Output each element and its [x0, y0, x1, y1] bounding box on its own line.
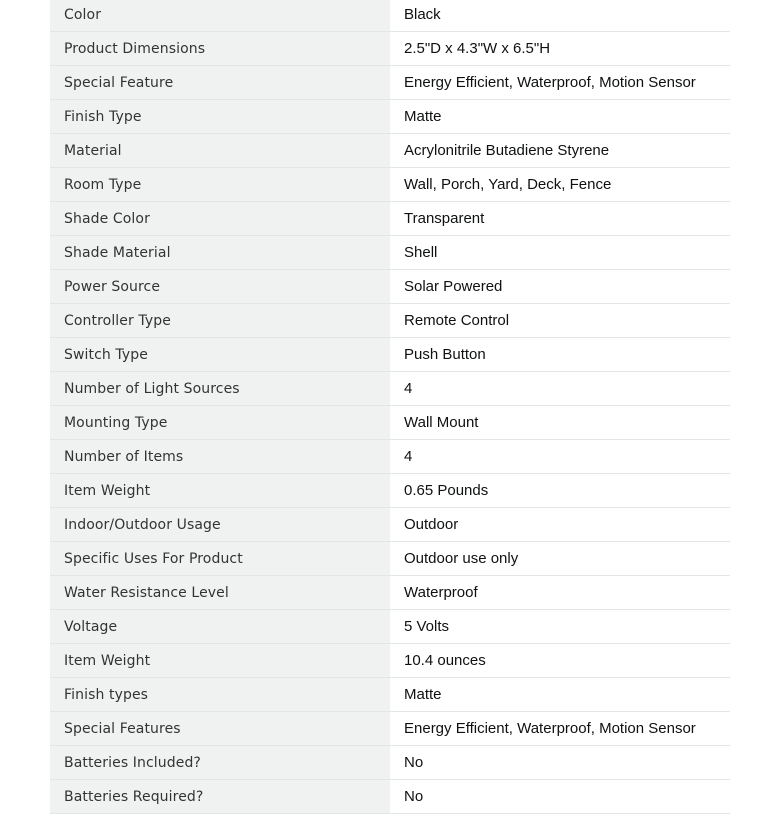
spec-row-specific-uses-for-product	[50, 542, 730, 576]
spec-row-controller-type	[50, 304, 730, 338]
spec-row-indoor-outdoor-usage	[50, 508, 730, 542]
spec-value: 4	[390, 372, 730, 406]
spec-label: Specific Uses For Product	[50, 542, 390, 576]
spec-label: Number of Items	[50, 440, 390, 474]
spec-value: Waterproof	[390, 576, 730, 610]
spec-value: No	[390, 746, 730, 780]
spec-row-switch-type	[50, 338, 730, 372]
spec-row-finish-type	[50, 100, 730, 134]
spec-label: Mounting Type	[50, 406, 390, 440]
product-specifications-table	[50, 0, 730, 814]
spec-value: Black	[390, 0, 730, 32]
spec-table-body	[50, 0, 730, 814]
spec-label: Item Weight	[50, 644, 390, 678]
spec-label: Room Type	[50, 168, 390, 202]
spec-label: Item Weight	[50, 474, 390, 508]
spec-row-item-weight-ounces	[50, 644, 730, 678]
spec-value: Wall, Porch, Yard, Deck, Fence	[390, 168, 730, 202]
spec-row-batteries-included	[50, 746, 730, 780]
spec-row-mounting-type	[50, 406, 730, 440]
spec-value: Energy Efficient, Waterproof, Motion Sensor	[390, 66, 730, 100]
spec-value: Outdoor use only	[390, 542, 730, 576]
spec-row-item-weight	[50, 474, 730, 508]
spec-label: Shade Color	[50, 202, 390, 236]
spec-label: Water Resistance Level	[50, 576, 390, 610]
spec-value: Remote Control	[390, 304, 730, 338]
spec-value: 0.65 Pounds	[390, 474, 730, 508]
spec-row-finish-types	[50, 678, 730, 712]
spec-value: 10.4 ounces	[390, 644, 730, 678]
spec-label: Product Dimensions	[50, 32, 390, 66]
spec-label: Power Source	[50, 270, 390, 304]
spec-row-room-type	[50, 168, 730, 202]
spec-row-color	[50, 0, 730, 32]
spec-value: Transparent	[390, 202, 730, 236]
spec-value: Outdoor	[390, 508, 730, 542]
spec-row-water-resistance-level	[50, 576, 730, 610]
spec-label: Color	[50, 0, 390, 32]
spec-label: Batteries Included?	[50, 746, 390, 780]
spec-value: Energy Efficient, Waterproof, Motion Sensor	[390, 712, 730, 746]
spec-label: Voltage	[50, 610, 390, 644]
spec-label: Indoor/Outdoor Usage	[50, 508, 390, 542]
spec-value: Shell	[390, 236, 730, 270]
spec-label: Special Feature	[50, 66, 390, 100]
spec-row-voltage	[50, 610, 730, 644]
spec-value: 4	[390, 440, 730, 474]
spec-value: Acrylonitrile Butadiene Styrene	[390, 134, 730, 168]
spec-label: Special Features	[50, 712, 390, 746]
spec-row-shade-color	[50, 202, 730, 236]
spec-value: No	[390, 780, 730, 814]
spec-value: 5 Volts	[390, 610, 730, 644]
spec-value: 2.5"D x 4.3"W x 6.5"H	[390, 32, 730, 66]
spec-label: Finish types	[50, 678, 390, 712]
spec-value: Push Button	[390, 338, 730, 372]
spec-row-product-dimensions	[50, 32, 730, 66]
spec-value: Solar Powered	[390, 270, 730, 304]
spec-label: Switch Type	[50, 338, 390, 372]
spec-label: Controller Type	[50, 304, 390, 338]
spec-value: Wall Mount	[390, 406, 730, 440]
spec-row-special-feature	[50, 66, 730, 100]
spec-row-number-of-light-sources	[50, 372, 730, 406]
spec-value: Matte	[390, 678, 730, 712]
spec-label: Material	[50, 134, 390, 168]
spec-row-power-source	[50, 270, 730, 304]
spec-label: Finish Type	[50, 100, 390, 134]
spec-label: Batteries Required?	[50, 780, 390, 814]
spec-row-material	[50, 134, 730, 168]
spec-row-special-features	[50, 712, 730, 746]
spec-label: Shade Material	[50, 236, 390, 270]
spec-row-number-of-items	[50, 440, 730, 474]
spec-value: Matte	[390, 100, 730, 134]
spec-row-shade-material	[50, 236, 730, 270]
spec-row-batteries-required	[50, 780, 730, 814]
spec-label: Number of Light Sources	[50, 372, 390, 406]
